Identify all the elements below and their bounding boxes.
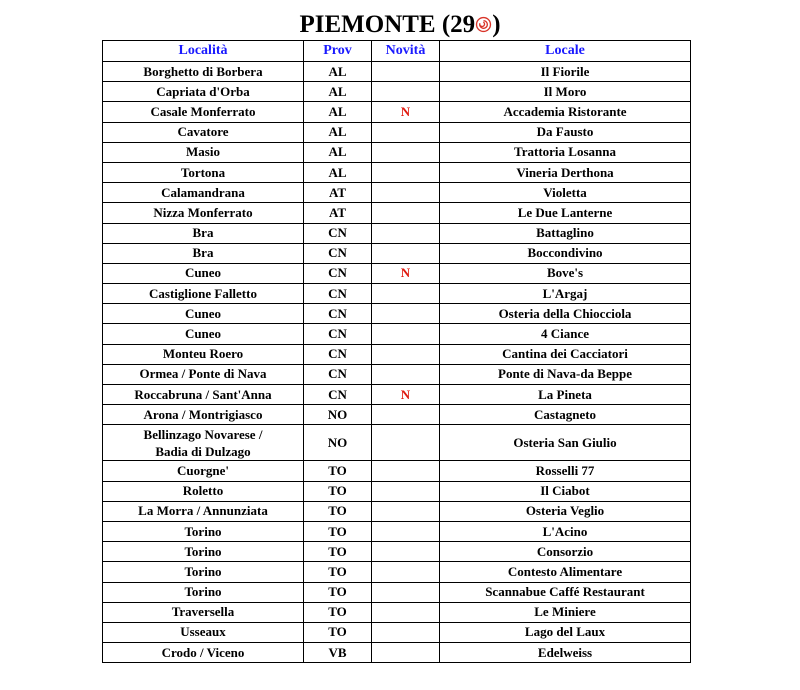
- cell-prov: CN: [304, 243, 372, 263]
- cell-novita: [372, 562, 440, 582]
- table-body: [103, 62, 691, 663]
- cell-localita: Cuneo: [103, 304, 304, 324]
- table-row: [103, 643, 691, 663]
- cell-prov: TO: [304, 481, 372, 501]
- cell-localita: Torino: [103, 562, 304, 582]
- snail-icon: [475, 16, 492, 33]
- cell-locale: Il Ciabot: [440, 481, 691, 501]
- cell-novita: [372, 481, 440, 501]
- cell-locale: Contesto Alimentare: [440, 562, 691, 582]
- cell-locale: Castagneto: [440, 405, 691, 425]
- cell-locale: Le Miniere: [440, 602, 691, 622]
- table-row: [103, 461, 691, 481]
- cell-localita: [103, 425, 304, 461]
- cell-novita: [372, 425, 440, 461]
- cell-localita: Arona / Montrigiasco: [103, 405, 304, 425]
- cell-locale: Edelweiss: [440, 643, 691, 663]
- cell-localita: Ormea / Ponte di Nava: [103, 364, 304, 384]
- cell-prov: CN: [304, 344, 372, 364]
- cell-localita: Nizza Monferrato: [103, 203, 304, 223]
- title-suffix: ): [492, 11, 501, 38]
- header-novita: Novità: [372, 41, 440, 62]
- cell-novita: [372, 142, 440, 162]
- cell-localita: Monteu Roero: [103, 344, 304, 364]
- cell-novita: [372, 284, 440, 304]
- cell-prov: CN: [304, 223, 372, 243]
- cell-novita: [372, 122, 440, 142]
- cell-localita: Traversella: [103, 602, 304, 622]
- cell-novita: [372, 223, 440, 243]
- table-row: [103, 481, 691, 501]
- cell-locale: Il Moro: [440, 82, 691, 102]
- cell-localita: Roccabruna / Sant'Anna: [103, 385, 304, 405]
- cell-localita: Bra: [103, 243, 304, 263]
- cell-novita: [372, 602, 440, 622]
- table-row: [103, 405, 691, 425]
- cell-novita: [372, 622, 440, 642]
- table-row: [103, 324, 691, 344]
- cell-prov: TO: [304, 542, 372, 562]
- table-row: [103, 582, 691, 602]
- cell-novita: [372, 203, 440, 223]
- cell-localita: Cuorgne': [103, 461, 304, 481]
- cell-locale: Accademia Ristorante: [440, 102, 691, 122]
- page-title: [0, 10, 800, 40]
- table-row: [103, 183, 691, 203]
- cell-localita: Torino: [103, 521, 304, 541]
- cell-novita: [372, 324, 440, 344]
- cell-novita: N: [372, 263, 440, 283]
- cell-prov: AL: [304, 162, 372, 182]
- cell-locale: Rosselli 77: [440, 461, 691, 481]
- cell-localita: Capriata d'Orba: [103, 82, 304, 102]
- cell-localita: Tortona: [103, 162, 304, 182]
- cell-localita: Cuneo: [103, 324, 304, 344]
- cell-localita: Torino: [103, 542, 304, 562]
- cell-localita: Masio: [103, 142, 304, 162]
- cell-localita: Bra: [103, 223, 304, 243]
- cell-novita: [372, 364, 440, 384]
- cell-novita: N: [372, 102, 440, 122]
- cell-locale: Osteria della Chiocciola: [440, 304, 691, 324]
- cell-prov: CN: [304, 304, 372, 324]
- cell-locale: Il Fiorile: [440, 62, 691, 82]
- cell-novita: [372, 461, 440, 481]
- table-row: [103, 102, 691, 122]
- cell-locale: Bove's: [440, 263, 691, 283]
- table-header-row: [103, 41, 691, 62]
- table-row: [103, 542, 691, 562]
- cell-novita: [372, 521, 440, 541]
- table-row: [103, 501, 691, 521]
- cell-locale: Vineria Derthona: [440, 162, 691, 182]
- table-row: [103, 385, 691, 405]
- cell-novita: [372, 344, 440, 364]
- cell-locale: L'Argaj: [440, 284, 691, 304]
- table-row: [103, 203, 691, 223]
- table-row: [103, 223, 691, 243]
- cell-locale: Le Due Lanterne: [440, 203, 691, 223]
- table-row: [103, 263, 691, 283]
- cell-prov: AT: [304, 183, 372, 203]
- cell-localita: Cavatore: [103, 122, 304, 142]
- cell-prov: CN: [304, 263, 372, 283]
- cell-locale: Battaglino: [440, 223, 691, 243]
- cell-novita: [372, 582, 440, 602]
- table-row: [103, 602, 691, 622]
- cell-localita: Borghetto di Borbera: [103, 62, 304, 82]
- table-row: [103, 562, 691, 582]
- table-row: [103, 82, 691, 102]
- table-row: [103, 521, 691, 541]
- cell-prov: TO: [304, 501, 372, 521]
- cell-prov: AL: [304, 102, 372, 122]
- cell-novita: [372, 162, 440, 182]
- cell-locale: Boccondivino: [440, 243, 691, 263]
- cell-prov: AL: [304, 142, 372, 162]
- cell-localita-line1: Bellinzago Novarese /: [143, 426, 263, 442]
- cell-prov: TO: [304, 582, 372, 602]
- cell-localita: La Morra / Annunziata: [103, 501, 304, 521]
- cell-prov: AT: [304, 203, 372, 223]
- cell-prov: TO: [304, 461, 372, 481]
- cell-prov: TO: [304, 562, 372, 582]
- cell-novita: [372, 405, 440, 425]
- cell-prov: CN: [304, 385, 372, 405]
- cell-prov: VB: [304, 643, 372, 663]
- cell-novita: N: [372, 385, 440, 405]
- table-row: [103, 425, 691, 461]
- cell-locale: 4 Ciance: [440, 324, 691, 344]
- cell-prov: TO: [304, 521, 372, 541]
- cell-localita: Crodo / Viceno: [103, 643, 304, 663]
- cell-prov: AL: [304, 82, 372, 102]
- cell-locale: Violetta: [440, 183, 691, 203]
- cell-prov: NO: [304, 425, 372, 461]
- cell-locale: Osteria San Giulio: [440, 425, 691, 461]
- cell-locale: Osteria Veglio: [440, 501, 691, 521]
- cell-prov: CN: [304, 324, 372, 344]
- cell-locale: Lago del Laux: [440, 622, 691, 642]
- cell-localita: Roletto: [103, 481, 304, 501]
- cell-localita: Torino: [103, 582, 304, 602]
- cell-localita: Casale Monferrato: [103, 102, 304, 122]
- cell-novita: [372, 82, 440, 102]
- cell-novita: [372, 542, 440, 562]
- cell-prov: TO: [304, 602, 372, 622]
- table-row: [103, 122, 691, 142]
- cell-novita: [372, 243, 440, 263]
- table-row: [103, 62, 691, 82]
- table-row: [103, 162, 691, 182]
- restaurant-table: [102, 40, 691, 663]
- cell-prov: AL: [304, 62, 372, 82]
- table-row: [103, 284, 691, 304]
- cell-prov: CN: [304, 284, 372, 304]
- cell-locale: Ponte di Nava-da Beppe: [440, 364, 691, 384]
- cell-localita: Usseaux: [103, 622, 304, 642]
- cell-prov: AL: [304, 122, 372, 142]
- cell-locale: La Pineta: [440, 385, 691, 405]
- cell-locale: L'Acino: [440, 521, 691, 541]
- header-localita: Località: [103, 41, 304, 62]
- header-locale: Locale: [440, 41, 691, 62]
- cell-locale: Consorzio: [440, 542, 691, 562]
- cell-novita: [372, 62, 440, 82]
- cell-novita: [372, 304, 440, 324]
- table-row: [103, 344, 691, 364]
- cell-localita-line2: Badia di Dulzago: [155, 443, 251, 459]
- cell-locale: Trattoria Losanna: [440, 142, 691, 162]
- cell-novita: [372, 643, 440, 663]
- cell-novita: [372, 183, 440, 203]
- table-row: [103, 622, 691, 642]
- header-prov: Prov: [304, 41, 372, 62]
- cell-novita: [372, 501, 440, 521]
- cell-localita: Castiglione Falletto: [103, 284, 304, 304]
- cell-locale: Cantina dei Cacciatori: [440, 344, 691, 364]
- cell-localita: Cuneo: [103, 263, 304, 283]
- table-row: [103, 304, 691, 324]
- cell-prov: NO: [304, 405, 372, 425]
- table-row: [103, 142, 691, 162]
- cell-localita: Calamandrana: [103, 183, 304, 203]
- cell-locale: Scannabue Caffé Restaurant: [440, 582, 691, 602]
- cell-prov: TO: [304, 622, 372, 642]
- title-text: PIEMONTE (29: [299, 11, 476, 38]
- cell-locale: Da Fausto: [440, 122, 691, 142]
- cell-prov: CN: [304, 364, 372, 384]
- table-row: [103, 364, 691, 384]
- table-row: [103, 243, 691, 263]
